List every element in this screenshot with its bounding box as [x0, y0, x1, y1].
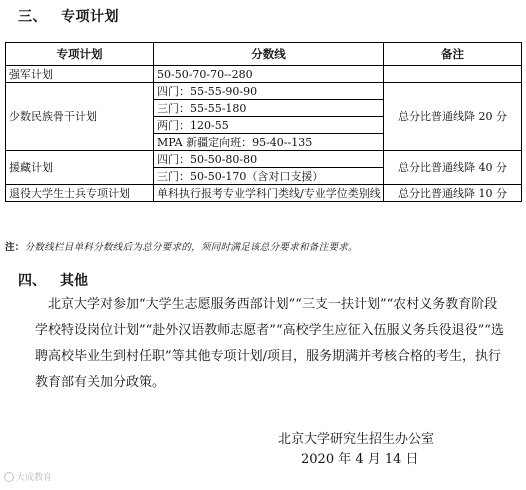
- score-line: 单科执行报考专业学科门类线/专业学位类别线: [154, 185, 384, 202]
- special-plan-table: [5, 42, 522, 202]
- section-4-title: 其他: [60, 273, 88, 289]
- table-row: [6, 185, 522, 202]
- table-row: [6, 151, 522, 168]
- plan-name: 援藏计划: [6, 151, 154, 185]
- score-line: 三门：50-50-170（含对口支援）: [154, 168, 384, 185]
- plan-name: 退役大学生士兵专项计划: [6, 185, 154, 202]
- plan-name: 强军计划: [6, 66, 154, 83]
- remark-cell: 总分比普通线降 10 分: [384, 185, 522, 202]
- score-line: 两门：120-55: [154, 117, 384, 134]
- section-4-heading: [18, 270, 88, 290]
- table-row: [6, 66, 522, 83]
- score-line: 四门：50-50-80-80: [154, 151, 384, 168]
- section-3-title: 专项计划: [61, 9, 119, 25]
- score-line: MPA 新疆定向班：95-40--135: [154, 134, 384, 151]
- header-remark: 备注: [384, 43, 522, 66]
- section-3-heading: [18, 6, 119, 26]
- signature-date: 2020 年 4 月 14 日: [301, 452, 419, 467]
- table-header-row: [6, 43, 522, 66]
- remark-cell: 总分比普通线降 40 分: [384, 151, 522, 185]
- watermark: [4, 470, 52, 483]
- circle-logo-icon: [4, 472, 14, 482]
- plan-name: 少数民族骨干计划: [6, 83, 154, 151]
- section-3-number: 三、: [18, 9, 47, 25]
- signature-organization: 北京大学研究生招生办公室: [278, 432, 435, 447]
- table-row: [6, 83, 522, 100]
- table-note: [5, 239, 358, 253]
- note-text: 分数线栏目单科分数线后为总分要求的，须同时满足该总分要求和备注要求。: [24, 242, 358, 253]
- other-plans-paragraph: 北京大学对参加“大学生志愿服务西部计划”“三支一扶计划”“农村义务教育阶段学校特设岗位计划”“赴外汉语教师志愿者”“高校学生应征入伍服义务兵役退役”“选聘高校毕业生到村任职”等其他专项计划/项目，服务期满并考核合格的考生，执行教育部有关加分政策。: [35, 297, 504, 390]
- score-line: 三门：55-55-180: [154, 100, 384, 117]
- remark-cell: 总分比普通线降 20 分: [384, 83, 522, 151]
- score-line: 四门：55-55-90-90: [154, 83, 384, 100]
- header-score: 分数线: [154, 43, 384, 66]
- note-label: 注：: [5, 242, 25, 253]
- section-4-number: 四、: [18, 273, 46, 289]
- header-plan: 专项计划: [6, 43, 154, 66]
- remark-cell: [384, 66, 522, 83]
- watermark-text: 大成教育: [16, 473, 53, 483]
- score-line: 50-50-70-70--280: [154, 66, 384, 83]
